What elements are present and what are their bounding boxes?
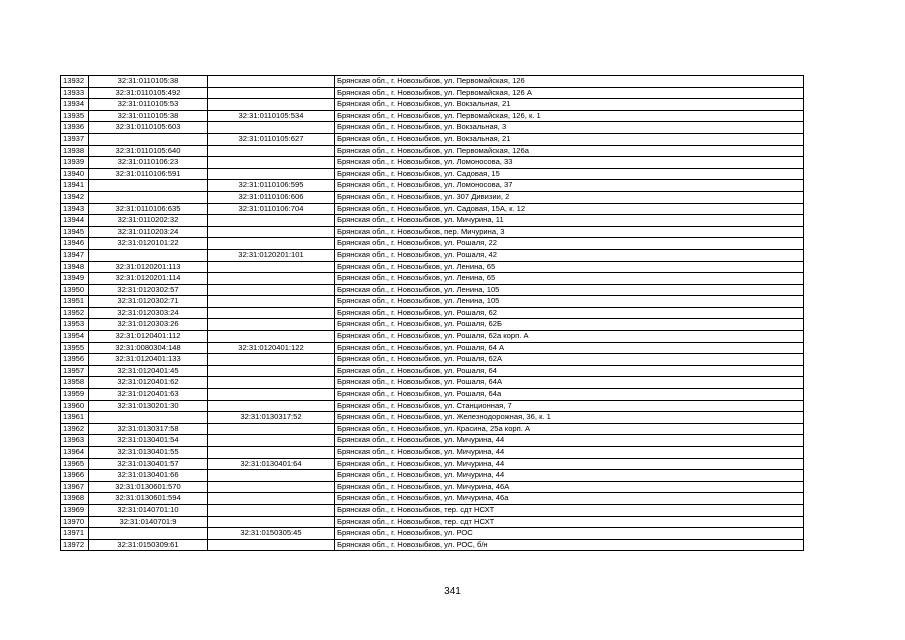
related-cadastral-number-cell: [208, 377, 335, 389]
related-cadastral-number-cell: [208, 504, 335, 516]
related-cadastral-number-cell: [208, 157, 335, 169]
address-cell: Брянская обл., г. Новозыбков, ул. Первомайская, 126, к. 1: [335, 110, 804, 122]
related-cadastral-number-cell: 32:31:0150305:45: [208, 528, 335, 540]
cadastral-number-cell: 32:31:0110202:32: [89, 215, 208, 227]
table-row: [61, 516, 804, 528]
address-cell: Брянская обл., г. Новозыбков, ул. Мичурина, 46а: [335, 493, 804, 505]
address-cell: Брянская обл., г. Новозыбков, ул. Мичурина, 44: [335, 458, 804, 470]
address-cell: Брянская обл., г. Новозыбков, ул. Железнодорожная, 36, к. 1: [335, 412, 804, 424]
table-row: [61, 261, 804, 273]
table-row: [61, 342, 804, 354]
row-number-cell: 13949: [61, 273, 89, 285]
address-cell: Брянская обл., г. Новозыбков, ул. Станционная, 7: [335, 400, 804, 412]
cadastral-number-cell: 32:31:0120303:24: [89, 307, 208, 319]
table-row: [61, 400, 804, 412]
cadastral-number-cell: [89, 180, 208, 192]
cadastral-number-cell: 32:31:0120401:63: [89, 389, 208, 401]
row-number-cell: 13971: [61, 528, 89, 540]
related-cadastral-number-cell: 32:31:0110106:595: [208, 180, 335, 192]
address-cell: Брянская обл., г. Новозыбков, ул. Мичурина, 44: [335, 470, 804, 482]
address-cell: Брянская обл., г. Новозыбков, ул. Красина, 25а корп. А: [335, 423, 804, 435]
related-cadastral-number-cell: 32:31:0130401:64: [208, 458, 335, 470]
address-cell: Брянская обл., г. Новозыбков, ул. Мичурина, 11: [335, 215, 804, 227]
table-row: [61, 389, 804, 401]
row-number-cell: 13935: [61, 110, 89, 122]
related-cadastral-number-cell: [208, 319, 335, 331]
related-cadastral-number-cell: [208, 389, 335, 401]
address-cell: Брянская обл., г. Новозыбков, ул. РОС: [335, 528, 804, 540]
row-number-cell: 13957: [61, 365, 89, 377]
cadastral-number-cell: 32:31:0140701:9: [89, 516, 208, 528]
row-number-cell: 13942: [61, 191, 89, 203]
row-number-cell: 13955: [61, 342, 89, 354]
table-row: [61, 133, 804, 145]
related-cadastral-number-cell: [208, 122, 335, 134]
related-cadastral-number-cell: [208, 238, 335, 250]
address-cell: Брянская обл., г. Новозыбков, ул. Вокзальная, 3: [335, 122, 804, 134]
related-cadastral-number-cell: [208, 516, 335, 528]
related-cadastral-number-cell: [208, 539, 335, 551]
row-number-cell: 13946: [61, 238, 89, 250]
cadastral-number-cell: 32:31:0130401:66: [89, 470, 208, 482]
row-number-cell: 13944: [61, 215, 89, 227]
cadastral-number-cell: 32:31:0130401:54: [89, 435, 208, 447]
table-row: [61, 435, 804, 447]
cadastral-number-cell: 32:31:0150309:61: [89, 539, 208, 551]
row-number-cell: 13941: [61, 180, 89, 192]
table-row: [61, 447, 804, 459]
address-cell: Брянская обл., г. Новозыбков, ул. Ленина, 65: [335, 273, 804, 285]
table-row: [61, 284, 804, 296]
related-cadastral-number-cell: [208, 331, 335, 343]
cadastral-number-cell: 32:31:0120401:62: [89, 377, 208, 389]
row-number-cell: 13972: [61, 539, 89, 551]
cadastral-number-cell: 32:31:0110105:38: [89, 76, 208, 88]
address-cell: Брянская обл., г. Новозыбков, ул. Рошаля, 64: [335, 365, 804, 377]
row-number-cell: 13939: [61, 157, 89, 169]
row-number-cell: 13945: [61, 226, 89, 238]
table-body: [61, 76, 804, 551]
address-cell: Брянская обл., г. Новозыбков, тер. сдт НСХТ: [335, 516, 804, 528]
address-cell: Брянская обл., г. Новозыбков, ул. Вокзальная, 21: [335, 133, 804, 145]
table-row: [61, 157, 804, 169]
cadastral-number-cell: 32:31:0110105:640: [89, 145, 208, 157]
cadastral-number-cell: 32:31:0080304:148: [89, 342, 208, 354]
row-number-cell: 13969: [61, 504, 89, 516]
row-number-cell: 13959: [61, 389, 89, 401]
cadastral-number-cell: 32:31:0120201:114: [89, 273, 208, 285]
cadastral-number-cell: 32:31:0110106:635: [89, 203, 208, 215]
table-row: [61, 528, 804, 540]
related-cadastral-number-cell: [208, 435, 335, 447]
address-cell: Брянская обл., г. Новозыбков, ул. Первомайская, 126: [335, 76, 804, 88]
table-row: [61, 226, 804, 238]
related-cadastral-number-cell: 32:31:0110106:704: [208, 203, 335, 215]
address-cell: Брянская обл., г. Новозыбков, ул. Рошаля, 42: [335, 249, 804, 261]
cadastral-number-cell: 32:31:0120302:71: [89, 296, 208, 308]
table-row: [61, 470, 804, 482]
related-cadastral-number-cell: [208, 470, 335, 482]
address-cell: Брянская обл., г. Новозыбков, ул. Мичурина, 44: [335, 435, 804, 447]
row-number-cell: 13943: [61, 203, 89, 215]
row-number-cell: 13966: [61, 470, 89, 482]
address-cell: Брянская обл., г. Новозыбков, ул. Рошаля, 62: [335, 307, 804, 319]
address-cell: Брянская обл., г. Новозыбков, ул. Ломоносова, 33: [335, 157, 804, 169]
row-number-cell: 13967: [61, 481, 89, 493]
cadastral-number-cell: [89, 412, 208, 424]
table-row: [61, 180, 804, 192]
cadastral-number-cell: 32:31:0130201:30: [89, 400, 208, 412]
related-cadastral-number-cell: 32:31:0110105:627: [208, 133, 335, 145]
row-number-cell: 13964: [61, 447, 89, 459]
row-number-cell: 13965: [61, 458, 89, 470]
address-cell: Брянская обл., г. Новозыбков, ул. Садовая, 15: [335, 168, 804, 180]
related-cadastral-number-cell: [208, 307, 335, 319]
cadastral-number-cell: 32:31:0130601:594: [89, 493, 208, 505]
related-cadastral-number-cell: [208, 145, 335, 157]
related-cadastral-number-cell: [208, 481, 335, 493]
address-cell: Брянская обл., г. Новозыбков, ул. Вокзальная, 21: [335, 99, 804, 111]
cadastral-number-cell: 32:31:0110105:492: [89, 87, 208, 99]
table-row: [61, 412, 804, 424]
table-row: [61, 238, 804, 250]
cadastral-number-cell: 32:31:0110106:23: [89, 157, 208, 169]
cadastral-number-cell: 32:31:0120201:113: [89, 261, 208, 273]
address-cell: Брянская обл., г. Новозыбков, ул. Рошаля, 62А: [335, 354, 804, 366]
row-number-cell: 13958: [61, 377, 89, 389]
related-cadastral-number-cell: [208, 215, 335, 227]
cadastral-number-cell: [89, 191, 208, 203]
related-cadastral-number-cell: 32:31:0110105:534: [208, 110, 335, 122]
table-row: [61, 504, 804, 516]
address-cell: Брянская обл., г. Новозыбков, ул. Первомайская, 126 А: [335, 87, 804, 99]
row-number-cell: 13950: [61, 284, 89, 296]
address-cell: Брянская обл., г. Новозыбков, ул. Рошаля, 62а корп. А: [335, 331, 804, 343]
related-cadastral-number-cell: [208, 76, 335, 88]
address-cell: Брянская обл., г. Новозыбков, ул. Рошаля, 64 А: [335, 342, 804, 354]
related-cadastral-number-cell: 32:31:0120201:101: [208, 249, 335, 261]
related-cadastral-number-cell: [208, 423, 335, 435]
related-cadastral-number-cell: 32:31:0120401:122: [208, 342, 335, 354]
cadastral-number-cell: [89, 249, 208, 261]
related-cadastral-number-cell: [208, 99, 335, 111]
row-number-cell: 13951: [61, 296, 89, 308]
address-cell: Брянская обл., г. Новозыбков, ул. Рошаля, 64А: [335, 377, 804, 389]
row-number-cell: 13961: [61, 412, 89, 424]
cadastral-number-cell: 32:31:0120303:26: [89, 319, 208, 331]
address-cell: Брянская обл., г. Новозыбков, ул. Ленина, 105: [335, 284, 804, 296]
table-row: [61, 191, 804, 203]
cadastral-number-cell: 32:31:0110203:24: [89, 226, 208, 238]
related-cadastral-number-cell: [208, 493, 335, 505]
cadastral-number-cell: 32:31:0130317:58: [89, 423, 208, 435]
cadastral-number-cell: 32:31:0110106:591: [89, 168, 208, 180]
table-row: [61, 354, 804, 366]
cadastral-number-cell: 32:31:0120302:57: [89, 284, 208, 296]
table-row: [61, 377, 804, 389]
table-row: [61, 76, 804, 88]
row-number-cell: 13953: [61, 319, 89, 331]
table-row: [61, 249, 804, 261]
row-number-cell: 13932: [61, 76, 89, 88]
address-cell: Брянская обл., г. Новозыбков, тер. сдт НСХТ: [335, 504, 804, 516]
address-cell: Брянская обл., г. Новозыбков, ул. Мичурина, 46А: [335, 481, 804, 493]
address-cell: Брянская обл., г. Новозыбков, ул. Первомайская, 126а: [335, 145, 804, 157]
table-row: [61, 458, 804, 470]
address-cell: Брянская обл., г. Новозыбков, ул. Ленина, 105: [335, 296, 804, 308]
address-cell: Брянская обл., г. Новозыбков, ул. Мичурина, 44: [335, 447, 804, 459]
table-row: [61, 168, 804, 180]
related-cadastral-number-cell: [208, 168, 335, 180]
row-number-cell: 13947: [61, 249, 89, 261]
cadastral-number-cell: 32:31:0130601:570: [89, 481, 208, 493]
row-number-cell: 13952: [61, 307, 89, 319]
related-cadastral-number-cell: [208, 226, 335, 238]
cadastral-register-table: [60, 75, 804, 551]
related-cadastral-number-cell: [208, 284, 335, 296]
table-row: [61, 273, 804, 285]
related-cadastral-number-cell: 32:31:0110106:606: [208, 191, 335, 203]
table-row: [61, 99, 804, 111]
cadastral-number-cell: 32:31:0120101:22: [89, 238, 208, 250]
related-cadastral-number-cell: [208, 296, 335, 308]
table-row: [61, 481, 804, 493]
table-row: [61, 493, 804, 505]
table-row: [61, 296, 804, 308]
row-number-cell: 13937: [61, 133, 89, 145]
related-cadastral-number-cell: [208, 447, 335, 459]
related-cadastral-number-cell: [208, 261, 335, 273]
row-number-cell: 13956: [61, 354, 89, 366]
table-row: [61, 215, 804, 227]
related-cadastral-number-cell: [208, 400, 335, 412]
table-row: [61, 122, 804, 134]
cadastral-number-cell: [89, 528, 208, 540]
cadastral-number-cell: 32:31:0120401:133: [89, 354, 208, 366]
table-row: [61, 539, 804, 551]
row-number-cell: 13954: [61, 331, 89, 343]
address-cell: Брянская обл., г. Новозыбков, ул. Ломоносова, 37: [335, 180, 804, 192]
cadastral-number-cell: 32:31:0110105:38: [89, 110, 208, 122]
cadastral-number-cell: 32:31:0110105:53: [89, 99, 208, 111]
related-cadastral-number-cell: [208, 354, 335, 366]
related-cadastral-number-cell: [208, 365, 335, 377]
table-row: [61, 145, 804, 157]
related-cadastral-number-cell: [208, 87, 335, 99]
address-cell: Брянская обл., г. Новозыбков, ул. Рошаля, 22: [335, 238, 804, 250]
row-number-cell: 13936: [61, 122, 89, 134]
address-cell: Брянская обл., г. Новозыбков, ул. 307 Дивизии, 2: [335, 191, 804, 203]
cadastral-number-cell: 32:31:0120401:112: [89, 331, 208, 343]
related-cadastral-number-cell: [208, 273, 335, 285]
cadastral-number-cell: 32:31:0130401:57: [89, 458, 208, 470]
table-row: [61, 203, 804, 215]
related-cadastral-number-cell: 32:31:0130317:52: [208, 412, 335, 424]
cadastral-number-cell: 32:31:0110105:603: [89, 122, 208, 134]
address-cell: Брянская обл., г. Новозыбков, ул. Рошаля, 62Б: [335, 319, 804, 331]
cadastral-number-cell: [89, 133, 208, 145]
row-number-cell: 13960: [61, 400, 89, 412]
cadastral-number-cell: 32:31:0140701:10: [89, 504, 208, 516]
row-number-cell: 13963: [61, 435, 89, 447]
row-number-cell: 13940: [61, 168, 89, 180]
table-row: [61, 87, 804, 99]
table-row: [61, 365, 804, 377]
address-cell: Брянская обл., г. Новозыбков, ул. Ленина, 65: [335, 261, 804, 273]
address-cell: Брянская обл., г. Новозыбков, ул. Рошаля, 64а: [335, 389, 804, 401]
cadastral-number-cell: 32:31:0130401:55: [89, 447, 208, 459]
table-row: [61, 319, 804, 331]
table-row: [61, 423, 804, 435]
address-cell: Брянская обл., г. Новозыбков, ул. Садовая, 15А, к. 12: [335, 203, 804, 215]
row-number-cell: 13968: [61, 493, 89, 505]
row-number-cell: 13933: [61, 87, 89, 99]
table-row: [61, 110, 804, 122]
table-row: [61, 331, 804, 343]
page-number: 341: [444, 586, 461, 597]
row-number-cell: 13938: [61, 145, 89, 157]
address-cell: Брянская обл., г. Новозыбков, ул. РОС, б/н: [335, 539, 804, 551]
table-row: [61, 307, 804, 319]
row-number-cell: 13962: [61, 423, 89, 435]
row-number-cell: 13970: [61, 516, 89, 528]
row-number-cell: 13934: [61, 99, 89, 111]
address-cell: Брянская обл., г. Новозыбков, пер. Мичурина, 3: [335, 226, 804, 238]
row-number-cell: 13948: [61, 261, 89, 273]
cadastral-number-cell: 32:31:0120401:45: [89, 365, 208, 377]
